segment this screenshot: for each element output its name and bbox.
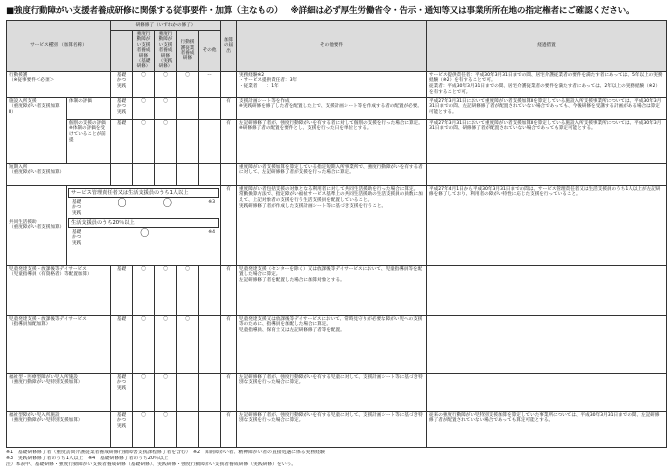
other-req-cell: 支援計画シート等を作成 ※実践研修を修了した者を配置した上で、支援計画シート等を作成する者の配置が必要。 [237,97,427,119]
mark-practice: 〇 [155,373,177,411]
header-kind [111,31,133,72]
mark-practice: 〇 [155,411,177,447]
other-req-cell: 児童発達支援又は放課後等デイサービスにおいて、常時見守りが必要な障がい児への支援等のために、指導員を加配した場合に算定。 児童指導員、保育士又は左記研修修了者等を配置。 [237,315,427,373]
header-training-behavior: 行動援護従業者養成研修 [177,31,199,72]
other-req-cell: 重度障がい者包括支援の対象となる利用者に対して共同生活援助を行った場合に算定。 常勤換算方法で、指定障がい福祉サービス基準上の共同生活援助の生活支援員の員数に加えて、上記対象者の支援を行う生活支援員を配置していること。 実践研修修了者が作成した支援計画シート等に基づき支援を行うこと。 [237,185,427,265]
mark-basic: 〇 [133,411,155,447]
footnote-1: ※1 基礎研修修了者（重度訪問介護従業者養成研修行動障害支援課程修了者を含む） ※2 知的障がい者、精神障がい者の直接処遇に係る実務経験 [6,450,325,455]
header-row [7,21,667,31]
other-req-cell: 児童発達支援（センターを除く）又は放課後等デイサービスにおいて、児童指導員等を配置した場合に算定。 左記研修修了者を配置した場合に加算対象とする。 [237,265,427,315]
notice-cell [221,163,237,185]
service-name: 施設入所支援 （重度障がい者支援加算Ⅱ） [7,97,67,163]
heading-note: ※詳細は必ず厚生労働省令・告示・通知等又は事業所所在地の指定権者にご確認ください。 [290,6,635,16]
mark-basic: 〇 [133,265,155,315]
table-row [7,119,667,163]
kind-cell: 基礎 かつ 実践 [111,71,133,97]
other-req-cell: 左記研修修了者が、強度行動障がいを有する児童に対して、支援計画シート等に基づき特別な支援を行った場合に算定。 [237,373,427,411]
header-transition: 経過措置 [427,21,667,72]
transition-cell: 平成27年3月31日において重度障がい者支援加算Ⅱを算定している施設入所支援事業所については、平成30年3月31日までの間、左記研修修了者が配置されていない場合であっても、今後研修を受講する計画がある場合は算定可能とする。 [427,97,667,119]
table-row [7,185,667,265]
page-heading [6,4,666,18]
mark-practice: 〇 [162,198,172,209]
kind-cell: 基礎 [111,315,133,373]
mark-other [199,373,221,411]
kind-cell: 基礎 かつ 実践 [111,411,133,447]
sub-category: 個別の支援の評価 ※体制の評価を受けていることが前提 [67,119,111,163]
sub-category: 体制の評価 [67,97,111,119]
notice-cell: 有 [221,265,237,315]
kind-cell: 基礎 [111,119,133,163]
header-training-practice: 強度行動障がい支援者養成研修（実践研修） [155,31,177,72]
mark-practice: 〇 [155,265,177,315]
mark-practice: 〇 [155,97,177,119]
mark-behavior [177,119,199,163]
transition-cell [427,373,667,411]
transition-cell: 平成27年4月1日から平成30年3月31日までの間は、サービス管理責任者又は生活支援員のうち1人以上が左記研修を修了しており、利用者の障がい特性に応じた支援を行っていること。 [427,185,667,265]
table-row [7,97,667,119]
service-name: 福祉型・医療型障がい児入所施設 （強度行動障がい児特別支援加算） [7,373,111,411]
mark-basic: 〇 [133,97,155,119]
mark-note-4: ※4 [208,230,216,236]
group-home-box-2: 生活支援員のうち20％以上 [68,218,219,228]
mark-practice: 〇 [155,315,177,373]
service-name: 短期入所 （重度障がい者支援加算） [7,163,111,185]
heading-title: ■強度行動障がい支援者養成研修に関係する従事要件・加算（主なもの） [6,6,283,16]
mark-behavior [177,373,199,411]
kind-cell: 基礎 [111,265,133,315]
mark-note-3: ※3 [208,199,216,205]
header-training-group: 研修修了（いずれかの修了） [111,21,221,31]
notice-cell: 有 [221,97,237,119]
mark-behavior [177,163,199,185]
table-row [7,315,667,373]
other-req-cell: 左記研修修了者が、強度行動障がいを有する児童に対して、支援計画シート等に基づき特別な支援を行った場合に算定。 [237,411,427,447]
service-name: 共同生活援助 （重度障がい者支援加算） [7,185,67,265]
table-row [7,265,667,315]
notice-cell: 有 [221,373,237,411]
mark-other [199,97,221,119]
transition-cell: 従来の強度行動障がい児特別支援加算を算定していた事業所については、平成30年3月31日までの間、左記研修修了者が配置されていない場合であっても算定可能とする。 [427,411,667,447]
mark-behavior: 〇 [177,315,199,373]
notice-cell: 有 [221,411,237,447]
mark-basic: 〇 [133,373,155,411]
table-row [7,411,667,447]
header-notice: 加算の届出 [221,21,237,72]
footnote-2: ※3 実践研修修了者のうち1人以上 ※4 基礎研修修了者のうち20％以上 [6,456,169,461]
mark-basic: 〇 [133,119,155,163]
mark-other [199,265,221,315]
mark-behavior [177,411,199,447]
header-training-basic: 強度行動障がい支援者養成研修（基礎研修） [133,31,155,72]
mark-basic: 〇 [133,71,155,97]
kind-cell: 基礎 かつ 実践 [72,199,82,216]
group-home-training-cell [67,185,221,265]
kind-cell: 基礎 かつ 実践 [111,373,133,411]
mark-behavior: 〇 [177,265,199,315]
header-service: サービス種別 （加算名称） [7,21,111,72]
other-req-cell: 左記研修修了者が、強度行動障がいを有する者に対して個別の支援を行った場合に算定。 ※研修修了者の配置を要件とし、支援を行った日を単位とする。 [237,119,427,163]
kind-cell: 基礎 かつ 実践 [111,97,133,119]
mark-basic [133,163,155,185]
mark-other [199,315,221,373]
mark-basic: 〇 [117,198,127,209]
mark-other [199,411,221,447]
service-name: 児童発達支援・放課後等デイサービス （児童指導員（有資格者）等配置加算） [7,265,111,315]
mark-practice: 〇 [155,71,177,97]
header-other-req: その他要件 [237,21,427,72]
service-name: 児童発達支援・放課後等デイサービス （指導員加配加算） [7,315,111,373]
requirements-table [6,20,667,448]
mark-other [199,163,221,185]
mark-practice: 〇 [155,119,177,163]
table-row [7,71,667,97]
transition-cell: サービス提供責任者：平成30年3月31日までの間、居宅介護従業者の要件を満たす者にあっては、5年以上の実務経験（※2）を有することで可。 従業者：平成30年3月31日までの間、居宅介護従業者の要件を満たす者にあっては、2年以上の実務経験（※2）を有することで可。 [427,71,667,97]
mark-other: ー [199,71,221,97]
transition-cell: 平成27年3月31日において重度障がい者支援加算Ⅱを算定している施設入所支援事業所については、平成30年3月31日までの間、研修修了者が配置されていない場合であっても算定可能とする。 [427,119,667,163]
notice-cell [221,71,237,97]
footnote-3: 注）本表中、基礎研修・強度行動障がい支援者養成研修（基礎研修）、実践研修・強度行動障がい支援者養成研修（実践研修）をいう。 [6,462,297,467]
notice-cell: 有 [221,185,237,265]
kind-cell-2: 基礎 かつ 実践 [72,230,82,246]
mark-behavior [177,97,199,119]
mark-other [199,119,221,163]
mark-basic: 〇 [133,315,155,373]
notice-cell: 有 [221,119,237,163]
transition-cell [427,265,667,315]
service-name: 福祉型障がい児入所施設 （強度行動障がい児特別支援加算） [7,411,111,447]
table-row [7,373,667,411]
mark-behavior: 〇 [177,71,199,97]
other-req-cell: 重度障がい者支援加算を算定している指定短期入所事業所で、強度行動障がいを有する者に対して、左記研修修了者が支援を行った場合に算定。 [237,163,427,185]
mark-practice [155,163,177,185]
notice-cell: 有 [221,315,237,373]
transition-cell [427,163,667,185]
header-training-other: その他 [199,31,221,72]
kind-cell [111,163,133,185]
other-req-cell: 実務経験※2 ・サービス提供責任者：3年 ・従業者 ：1年 [237,71,427,97]
transition-cell [427,315,667,373]
mark-basic-2: 〇 [140,229,150,240]
service-name: 行動援護 （※従事要件＜必須＞ [7,71,111,97]
group-home-box-1: サービス管理責任者又は生活支援員のうち1人以上 [68,188,219,198]
table-row [7,163,667,185]
